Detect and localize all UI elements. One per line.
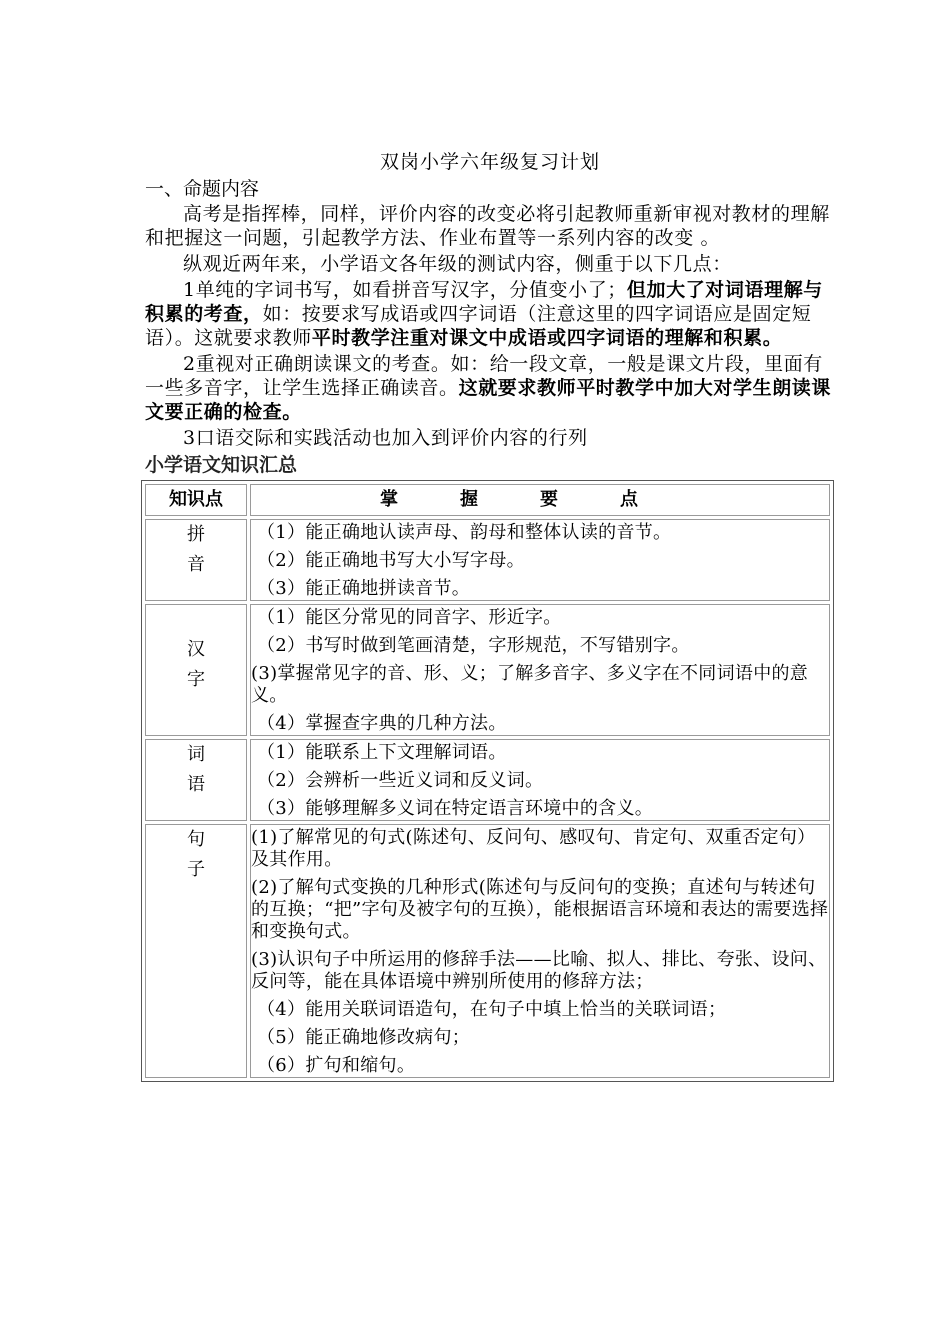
topic-juzi: 句 子 [145,824,247,1078]
list-item: （1）能联系上下文理解词语。 [257,742,507,763]
point-1-bold-a: 但加大了对词语理解与积累的考查， [145,279,823,325]
point-1-text-b: 如：按要求写成语或四字词语（注意这里的四字词语应是固定短语）。这就要求教师 [145,303,812,349]
items-hanzi [250,604,830,736]
items-ciyu [250,739,830,821]
items-pinyin [250,519,830,601]
list-item: （3）能够理解多义词在特定语言环境中的含义。 [257,798,654,819]
point-2-bold: 这就要求教师平时教学中加大对学生朗读课文要正确的检查。 [145,377,832,423]
table-header-row [145,484,830,516]
list-item: （3）能正确地拼读音节。 [257,578,471,599]
table-row [145,739,830,821]
list-item: （4）能用关联词语造句，在句子中填上恰当的关联词语； [257,999,727,1020]
paragraph-point-1 [145,278,835,350]
paragraph-intro: 高考是指挥棒，同样，评价内容的改变必将引起教师重新审视对教材的理解和把握这一问题，引起教学方法、作业布置等一系列内容的改变 。 [145,203,830,249]
point-2-text: 2重视对正确朗读课文的考查。如：给一段文章，一般是课文片段，里面有一些多音字，让学生选择正确读音。 [145,353,823,399]
paragraph-point-2 [145,352,835,424]
header-knowledge-point: 知识点 [145,484,247,516]
list-item: (3)认识句子中所运用的修辞手法——比喻、拟人、排比、夸张、设问、反问等，能在具体语境中辨别所使用的修辞方法； [251,949,827,992]
header-key-points: 掌握要点 [250,484,830,516]
list-item: （2）书写时做到笔画清楚，字形规范，不写错别字。 [257,635,690,656]
list-item: (1)了解常见的句式(陈述句、反问句、感叹句、肯定句、双重否定句）及其作用。 [251,827,816,870]
table-row [145,604,830,736]
knowledge-table [141,480,834,1082]
table-row [145,519,830,601]
list-item: （2）能正确地书写大小写字母。 [257,550,525,571]
topic-pinyin: 拼 音 [145,519,247,601]
topic-ciyu: 词 语 [145,739,247,821]
list-item: （4）掌握查字典的几种方法。 [257,713,507,734]
list-item: （2）会辨析一些近义词和反义词。 [257,770,544,791]
items-juzi [250,824,830,1078]
point-1-bold-b: 平时教学注重对课文中成语或四字词语的理解和积累。 [311,327,783,349]
document-page [145,148,835,1082]
list-item: (2)了解句式变换的几种形式(陈述句与反问句的变换；直述句与转述句的互换；“把”字句及被字句的互换），能根据语言环境和表达的需要选择和变换句式。 [251,877,829,942]
list-item: （5）能正确地修改病句； [257,1027,471,1048]
summary-title: 小学语文知识汇总 [145,454,298,476]
list-item: （1）能区分常见的同音字、形近字。 [257,607,562,628]
section-heading: 一、命题内容 [145,178,260,200]
list-item: (3)掌握常见字的音、形、义；了解多音字、多义字在不同词语中的意义。 [251,663,809,706]
paragraph-point-3: 3口语交际和实践活动也加入到评价内容的行列 [183,427,588,449]
topic-hanzi: 汉 字 [145,604,247,736]
table-row [145,824,830,1078]
point-1-text-a: 1单纯的字词书写，如看拼音写汉字，分值变小了； [183,279,627,301]
list-item: （1）能正确地认读声母、韵母和整体认读的音节。 [257,522,672,543]
document-title: 双岗小学六年级复习计划 [379,151,600,173]
list-item: （6）扩句和缩句。 [257,1055,416,1076]
paragraph-overview: 纵观近两年来，小学语文各年级的测试内容，侧重于以下几点： [183,253,732,275]
